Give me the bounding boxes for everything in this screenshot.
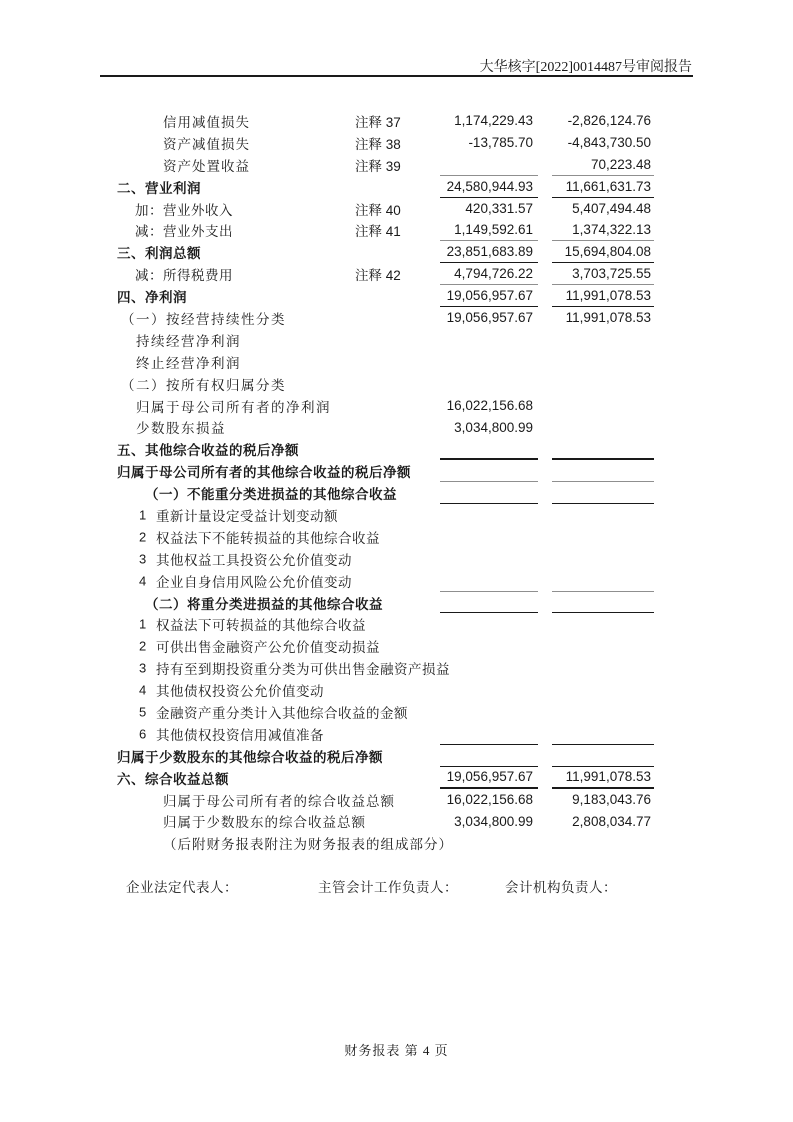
table-row [100, 198, 693, 220]
page-number-footer: 财务报表 第 4 页 [344, 1043, 449, 1058]
signature-row [0, 876, 793, 895]
amount-current-period: 16,022,156.68 [446, 398, 533, 414]
row-label: 归属于少数股东的其他综合收益的税后净额 [117, 749, 383, 765]
row-label: （二）将重分类进损益的其他综合收益 [145, 596, 383, 612]
amount-current-period [440, 592, 538, 614]
amount-current-period [440, 504, 538, 526]
table-row [100, 351, 693, 373]
row-item-number: 2 [139, 529, 147, 545]
row-label: 可供出售金融资产公允价值变动损益 [156, 640, 380, 656]
amount-current-period: -13,785.70 [468, 135, 533, 151]
row-item-number: 3 [139, 551, 147, 567]
amount-prior-period: 11,991,078.53 [552, 767, 654, 789]
row-item-number: 5 [139, 704, 147, 720]
table-row [100, 723, 693, 745]
row-item-number: 6 [139, 726, 147, 742]
legal-representative-label: 企业法定代表人： [126, 880, 238, 895]
row-label: 少数股东损益 [136, 421, 226, 437]
table-row [100, 460, 693, 482]
row-label: （二）按所有权归属分类 [121, 377, 286, 393]
amount-current-period: 1,174,229.43 [454, 113, 533, 129]
row-label: （后附财务报表附注为财务报表的组成部分） [163, 837, 453, 853]
table-row [100, 701, 693, 723]
amount-prior-period: -2,826,124.76 [567, 113, 651, 129]
amount-current-period [440, 679, 538, 701]
row-note-ref: 注释 38 [355, 136, 401, 152]
amount-prior-period: 1,374,322.13 [552, 219, 654, 241]
table-row [100, 592, 693, 614]
table-row [100, 438, 693, 460]
amount-current-period [440, 526, 538, 548]
row-label: 二、营业利润 [117, 180, 201, 196]
amount-prior-period: -4,843,730.50 [567, 135, 651, 151]
amount-prior-period [552, 679, 654, 701]
amount-current-period: 19,056,957.67 [440, 767, 538, 789]
amount-prior-period [552, 416, 654, 438]
row-label: 归属于少数股东的综合收益总额 [163, 815, 366, 831]
report-number-header: 大华核字[2022]0014487号审阅报告 [479, 60, 692, 75]
amount-prior-period [552, 723, 654, 745]
table-row [100, 526, 693, 548]
table-row [100, 176, 693, 198]
amount-prior-period [552, 570, 654, 592]
row-label: 持续经营净利润 [136, 333, 241, 349]
row-item-number: 4 [139, 682, 147, 698]
row-label: 资产减值损失 [163, 136, 250, 152]
amount-prior-period: 2,808,034.77 [572, 813, 651, 829]
row-label: 六、综合收益总额 [117, 771, 229, 787]
row-label: 归属于母公司所有者的净利润 [136, 399, 331, 415]
row-item-number: 1 [139, 616, 147, 632]
amount-current-period [440, 548, 538, 570]
table-row [100, 657, 693, 679]
amount-prior-period [552, 438, 654, 460]
amount-current-period [440, 570, 538, 592]
row-label: 信用减值损失 [163, 114, 250, 130]
row-label: 其他债权投资信用减值准备 [156, 727, 324, 743]
row-label: 资产处置收益 [163, 158, 250, 174]
table-row [100, 679, 693, 701]
row-label: 重新计量设定受益计划变动额 [156, 508, 338, 524]
table-row [100, 110, 693, 132]
table-row [100, 789, 693, 811]
amount-current-period [440, 154, 538, 176]
row-note-ref: 注释 37 [355, 114, 401, 130]
amount-current-period [440, 832, 538, 854]
amount-current-period [440, 438, 538, 460]
row-item-number: 1 [139, 507, 147, 523]
amount-current-period [440, 351, 538, 373]
header-rule [100, 75, 693, 77]
amount-current-period: 1,149,592.61 [440, 219, 538, 241]
row-label: 减：所得税费用 [135, 268, 233, 284]
table-row [100, 832, 693, 854]
amount-current-period [440, 657, 538, 679]
table-row [100, 570, 693, 592]
statement-table [100, 110, 693, 854]
table-row [100, 548, 693, 570]
amount-prior-period [552, 613, 654, 635]
amount-current-period: 4,794,726.22 [440, 263, 538, 285]
amount-current-period: 420,331.57 [465, 201, 533, 216]
amount-prior-period [552, 395, 654, 417]
row-label: 终止经营净利润 [136, 355, 241, 371]
table-row [100, 307, 693, 329]
row-label: （一）按经营持续性分类 [121, 311, 286, 327]
row-label: 加：营业外收入 [135, 202, 233, 218]
amount-prior-period [552, 526, 654, 548]
amount-prior-period [552, 482, 654, 504]
table-row [100, 373, 693, 395]
row-item-number: 2 [139, 638, 147, 654]
amount-current-period: 24,580,944.93 [440, 176, 538, 198]
amount-prior-period [552, 657, 654, 679]
amount-current-period: 3,034,800.99 [454, 419, 533, 435]
table-row [100, 329, 693, 351]
accounting-dept-head-label: 会计机构负责人： [505, 880, 617, 895]
amount-current-period [440, 329, 538, 351]
amount-prior-period: 11,661,631.73 [552, 176, 654, 198]
table-row [100, 219, 693, 241]
amount-current-period: 19,056,957.67 [440, 285, 538, 307]
row-label: 金融资产重分类计入其他综合收益的金额 [156, 705, 408, 721]
amount-current-period: 23,851,683.89 [440, 241, 538, 263]
row-label: 权益法下不能转损益的其他综合收益 [156, 530, 380, 546]
amount-current-period: 3,034,800.99 [454, 813, 533, 829]
table-row [100, 416, 693, 438]
amount-prior-period [552, 832, 654, 854]
row-note-ref: 注释 42 [355, 268, 401, 284]
table-row [100, 241, 693, 263]
row-label: 减：营业外支出 [135, 224, 233, 240]
amount-prior-period [552, 504, 654, 526]
amount-prior-period: 5,407,494.48 [572, 201, 651, 216]
amount-prior-period [552, 460, 654, 482]
amount-prior-period [552, 592, 654, 614]
row-label: 企业自身信用风险公允价值变动 [156, 574, 352, 590]
amount-current-period [440, 635, 538, 657]
row-label: 归属于母公司所有者的其他综合收益的税后净额 [117, 465, 411, 481]
amount-prior-period [552, 745, 654, 767]
amount-prior-period [552, 635, 654, 657]
row-label: 持有至到期投资重分类为可供出售金融资产损益 [156, 662, 450, 678]
row-label: 其他债权投资公允价值变动 [156, 684, 324, 700]
row-label: 四、净利润 [117, 290, 187, 306]
amount-prior-period: 11,991,078.53 [565, 310, 651, 326]
amount-current-period [440, 613, 538, 635]
table-row [100, 285, 693, 307]
row-note-ref: 注释 41 [355, 224, 401, 240]
amount-prior-period: 3,703,725.55 [552, 263, 654, 285]
amount-prior-period [552, 373, 654, 395]
table-row [100, 395, 693, 417]
table-row [100, 482, 693, 504]
amount-current-period [440, 482, 538, 504]
table-row [100, 767, 693, 789]
row-item-number: 3 [139, 660, 147, 676]
table-row [100, 745, 693, 767]
table-row [100, 635, 693, 657]
table-row [100, 263, 693, 285]
amount-current-period [440, 745, 538, 767]
amount-current-period [440, 723, 538, 745]
row-label: 三、利润总额 [117, 246, 201, 262]
amount-current-period: 16,022,156.68 [446, 792, 533, 808]
amount-prior-period [552, 351, 654, 373]
amount-current-period [440, 701, 538, 723]
table-row [100, 154, 693, 176]
amount-prior-period [552, 548, 654, 570]
row-label: 归属于母公司所有者的综合收益总额 [163, 793, 395, 809]
row-item-number: 4 [139, 573, 147, 589]
row-note-ref: 注释 39 [355, 158, 401, 174]
amount-current-period [440, 373, 538, 395]
amount-prior-period: 70,223.48 [552, 154, 654, 176]
row-label: （一）不能重分类进损益的其他综合收益 [145, 487, 397, 503]
amount-prior-period [552, 329, 654, 351]
amount-current-period [440, 460, 538, 482]
row-label: 权益法下可转损益的其他综合收益 [156, 618, 366, 634]
row-label: 五、其他综合收益的税后净额 [117, 443, 299, 459]
amount-current-period: 19,056,957.67 [446, 310, 533, 326]
amount-prior-period: 9,183,043.76 [572, 792, 651, 808]
amount-prior-period: 11,991,078.53 [552, 285, 654, 307]
table-row [100, 811, 693, 833]
table-row [100, 132, 693, 154]
amount-prior-period: 15,694,804.08 [552, 241, 654, 263]
chief-accountant-label: 主管会计工作负责人： [318, 880, 458, 895]
table-row [100, 613, 693, 635]
table-row [100, 504, 693, 526]
amount-prior-period [552, 701, 654, 723]
row-label: 其他权益工具投资公允价值变动 [156, 552, 352, 568]
row-note-ref: 注释 40 [355, 202, 401, 218]
